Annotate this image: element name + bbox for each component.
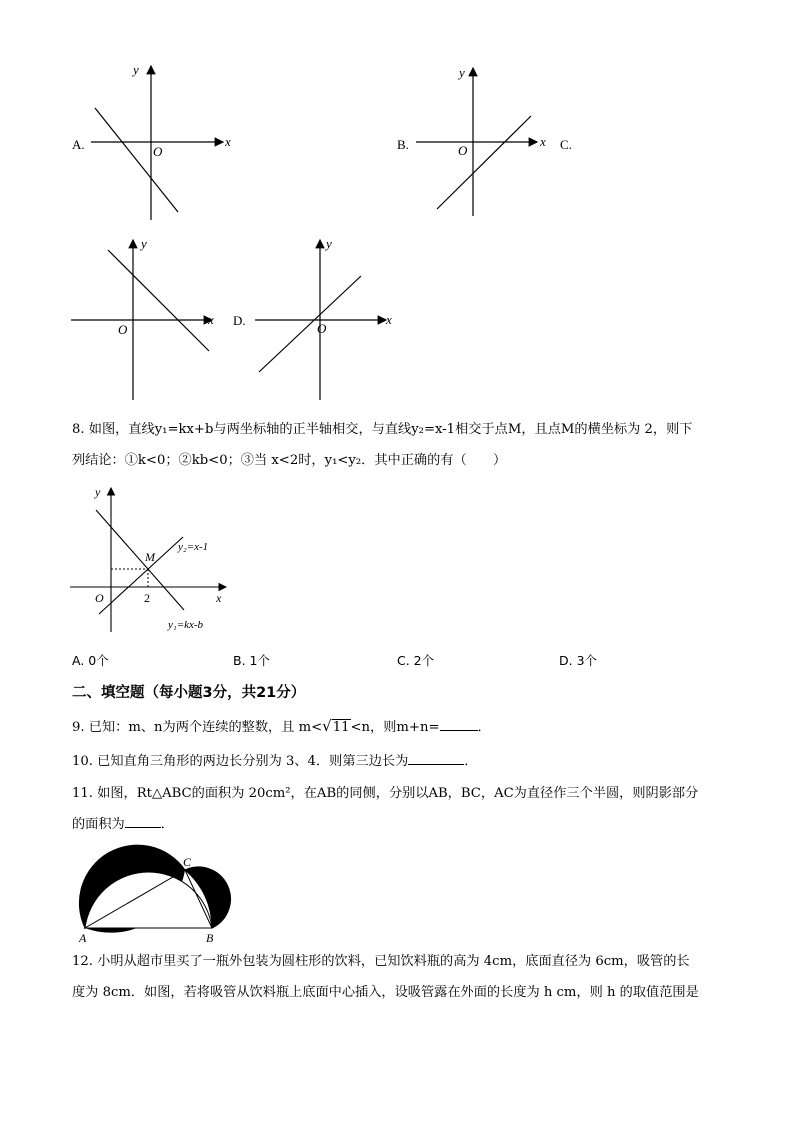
x-label: x [540, 134, 546, 149]
option-letter-a: A. [72, 137, 85, 152]
q9-end: ． [477, 720, 491, 735]
choice-d: D. 3个 [559, 653, 598, 668]
q9-prefix: 9. 已知：m、n为两个连续的整数，且 m< [72, 720, 323, 735]
y-label: y [95, 485, 101, 499]
graph-c [66, 232, 226, 404]
graph-line [95, 108, 178, 212]
label-y2: y₂=x-1 [178, 541, 209, 553]
choice-a: A. 0个 [72, 653, 109, 668]
vertex-a: A [79, 931, 87, 945]
origin-label: O [317, 321, 327, 336]
q11-end: ． [160, 817, 174, 832]
vertex-c: C [183, 855, 192, 869]
q11-text: 的面积为 [72, 817, 125, 832]
graph-line [259, 276, 361, 372]
q8-line2: 列结论：①k<0；②kb<0；③当 x<2时，y₁<y₂．其中正确的有（ ） [72, 453, 507, 468]
q8-line1: 8. 如图，直线y₁=kx+b与两坐标轴的正半轴相交，与直线y₂=x-1相交于点M，且点M的横坐标为 2，则下 [72, 422, 693, 437]
label-y1: y₁=kx-b [168, 619, 204, 631]
q12-line2: 度为 8cm．如图，若将吸管从饮料瓶上底面中心插入，设吸管露在外面的长度为 h cm，则 h 的取值范围是 [72, 985, 699, 1000]
choice-c: C. 2个 [397, 653, 435, 668]
sqrt-radicand: 11 [332, 720, 350, 735]
q10-line [72, 752, 477, 772]
q10-text: 10. 已知直角三角形的两边长分别为 3、4．则第三边长为 [72, 754, 409, 769]
q9-suffix: <n，则m+n= [350, 720, 440, 735]
x-label: x [225, 134, 231, 149]
x-label: x [208, 312, 214, 327]
q10-end: ． [464, 754, 478, 769]
origin-label: O [153, 144, 163, 159]
q11-line1: 11. 如图，Rt△ABC的面积为 20cm²，在AB的同侧，分别以AB，BC，AC为直径作三个半圆，则阴影部分 [72, 786, 699, 801]
graph-a [85, 58, 245, 228]
section-heading: 二、填空题（每小题3分，共21分） [72, 685, 306, 701]
y-label: y [133, 62, 139, 77]
origin-label: O [118, 322, 128, 337]
q12-line1: 12. 小明从超市里买了一瓶外包装为圆柱形的饮料，已知饮料瓶的高为 4cm，底面直径为 6cm，吸管的长 [72, 954, 690, 969]
sqrt-expression: √11 [322, 717, 350, 735]
origin-label: O [458, 143, 468, 158]
q9-line [72, 716, 491, 738]
graph-line [437, 116, 531, 209]
option-letter-d: D. [233, 313, 246, 328]
graph-b [412, 60, 557, 220]
origin-label: O [95, 591, 104, 605]
q10-answer-blank[interactable] [408, 752, 464, 765]
line-y2 [99, 537, 183, 614]
q11-line2 [72, 815, 174, 835]
y-label: y [326, 236, 332, 251]
y-label: y [459, 65, 465, 80]
choice-b: B. 1个 [233, 653, 270, 668]
line-y1 [96, 510, 184, 610]
x-label: x [216, 591, 222, 605]
x-label: x [386, 312, 392, 327]
q11-figure [70, 838, 240, 948]
q8-figure [66, 480, 241, 640]
graph-d [253, 232, 403, 404]
option-letter-b: B. [397, 137, 409, 152]
q11-answer-blank[interactable] [125, 815, 161, 828]
point-m: M [145, 550, 155, 564]
tick-2: 2 [144, 591, 150, 605]
y-label: y [141, 236, 147, 251]
option-letter-c: C. [560, 137, 572, 152]
q9-answer-blank[interactable] [440, 718, 478, 731]
vertex-b: B [206, 931, 214, 945]
